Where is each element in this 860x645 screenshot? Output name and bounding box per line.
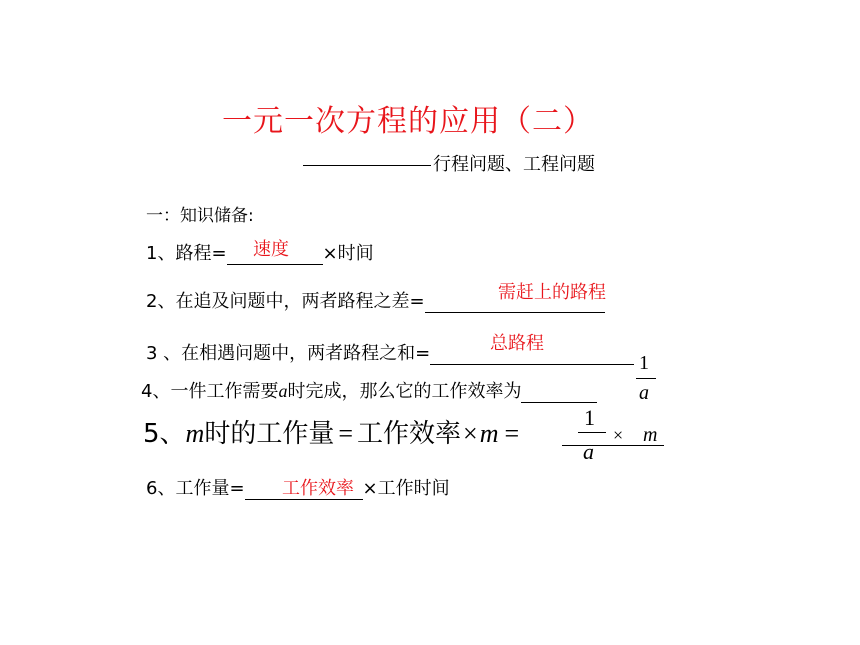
page-title: 一元一次方程的应用（二） (222, 104, 594, 139)
item-6-prefix: 6、工作量= (146, 478, 245, 499)
item-6-answer: 工作效率 (282, 478, 354, 499)
item-5 (143, 413, 525, 450)
item-5-number: 5、 (143, 419, 186, 449)
item-5-fraction-bar (578, 432, 606, 433)
page-subtitle (303, 150, 595, 176)
item-5-text2: 工作效率 (357, 419, 462, 449)
item-5-times2: × (613, 425, 624, 445)
item-5-fraction-numerator: 1 (584, 405, 595, 430)
item-5-times: × (463, 419, 478, 448)
item-4-fraction-numerator: 1 (639, 352, 649, 374)
item-6-suffix: ×工作时间 (362, 478, 450, 499)
item-5-fraction-denominator: a (583, 439, 594, 464)
item-4-variable: a (278, 381, 288, 401)
item-4 (141, 377, 597, 403)
subtitle-dash-line (303, 165, 431, 166)
item-5-text1: 时的工作量 (204, 419, 335, 449)
item-5-m3: m (643, 424, 658, 446)
item-5-blank-underline (562, 445, 664, 446)
subtitle-text: 行程问题、工程问题 (433, 154, 595, 175)
item-5-eq2: = (504, 419, 520, 448)
item-1-answer: 速度 (253, 239, 289, 260)
item-5-m2: m (479, 419, 499, 448)
item-3 (146, 339, 634, 365)
item-2-prefix: 2、在追及问题中，两者路程之差= (146, 291, 425, 312)
item-4-fraction-bar (636, 378, 656, 379)
item-3-answer: 总路程 (490, 333, 544, 354)
section-heading: 一：知识储备: (146, 206, 254, 226)
item-5-m1: m (185, 419, 205, 448)
item-1-prefix: 1、路程= (146, 243, 227, 264)
item-4-prefix: 4、一件工作需要 (141, 381, 279, 402)
item-3-prefix: 3 、在相遇问题中，两者路程之和= (146, 343, 431, 364)
item-5-eq1: = (338, 419, 354, 448)
item-1-suffix: ×时间 (322, 243, 374, 264)
item-4-middle: 时完成，那么它的工作效率为 (287, 381, 522, 402)
item-4-fraction-denominator: a (639, 382, 649, 404)
item-4-blank (521, 382, 597, 403)
item-2-answer: 需赶上的路程 (498, 282, 606, 303)
